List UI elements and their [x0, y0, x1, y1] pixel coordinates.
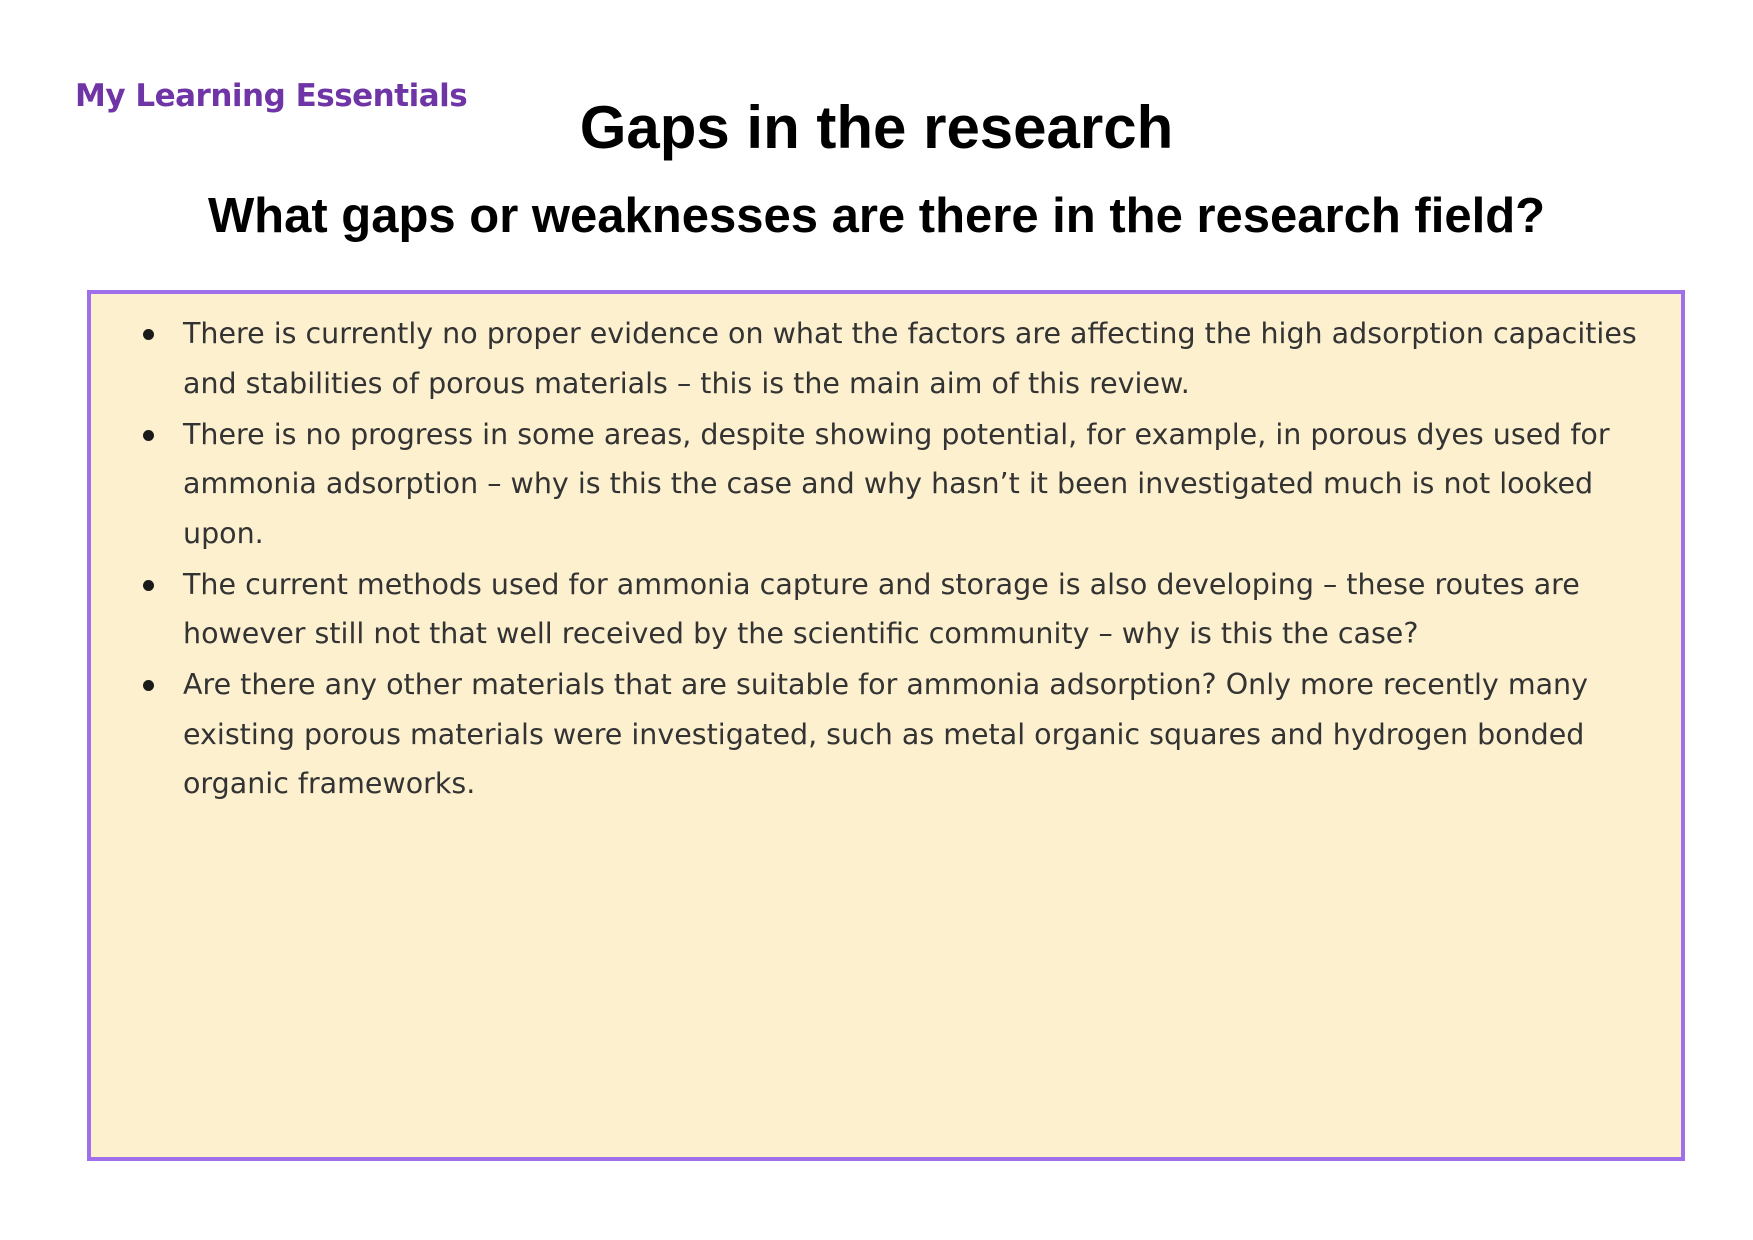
list-item [91, 660, 1681, 809]
list-item [91, 410, 1681, 559]
list-item [91, 309, 1681, 408]
bullet-text: The current methods used for ammonia capture and storage is also developing – these routes are however still not that well received by the scientific community – why is this the case? [183, 567, 1580, 650]
page-subtitle: What gaps or weaknesses are there in the research field? [207, 189, 1546, 243]
bullet-icon [143, 580, 154, 591]
bullet-text: There is no progress in some areas, despite showing potential, for example, in porous dyes used for ammonia adsorption – why is this the case and why hasn’t it been investigated much is not looked upon. [183, 417, 1610, 550]
gaps-bullet-list [91, 309, 1681, 810]
bullet-icon [143, 430, 154, 441]
list-item [91, 560, 1681, 659]
bullet-text: There is currently no proper evidence on what the factors are affecting the high adsorption capacities and stabilities of porous materials – this is the main aim of this review. [183, 317, 1637, 400]
gaps-content-box [87, 290, 1685, 1161]
bullet-icon [143, 680, 154, 691]
brand-label: My Learning Essentials [75, 78, 468, 114]
bullet-text: Are there any other materials that are suitable for ammonia adsorption? Only more recently many existing porous materials were investigated, such as metal organic squares and hydrogen bonded organic frameworks. [183, 668, 1588, 800]
page-title: Gaps in the research [579, 94, 1174, 161]
bullet-icon [143, 329, 154, 340]
